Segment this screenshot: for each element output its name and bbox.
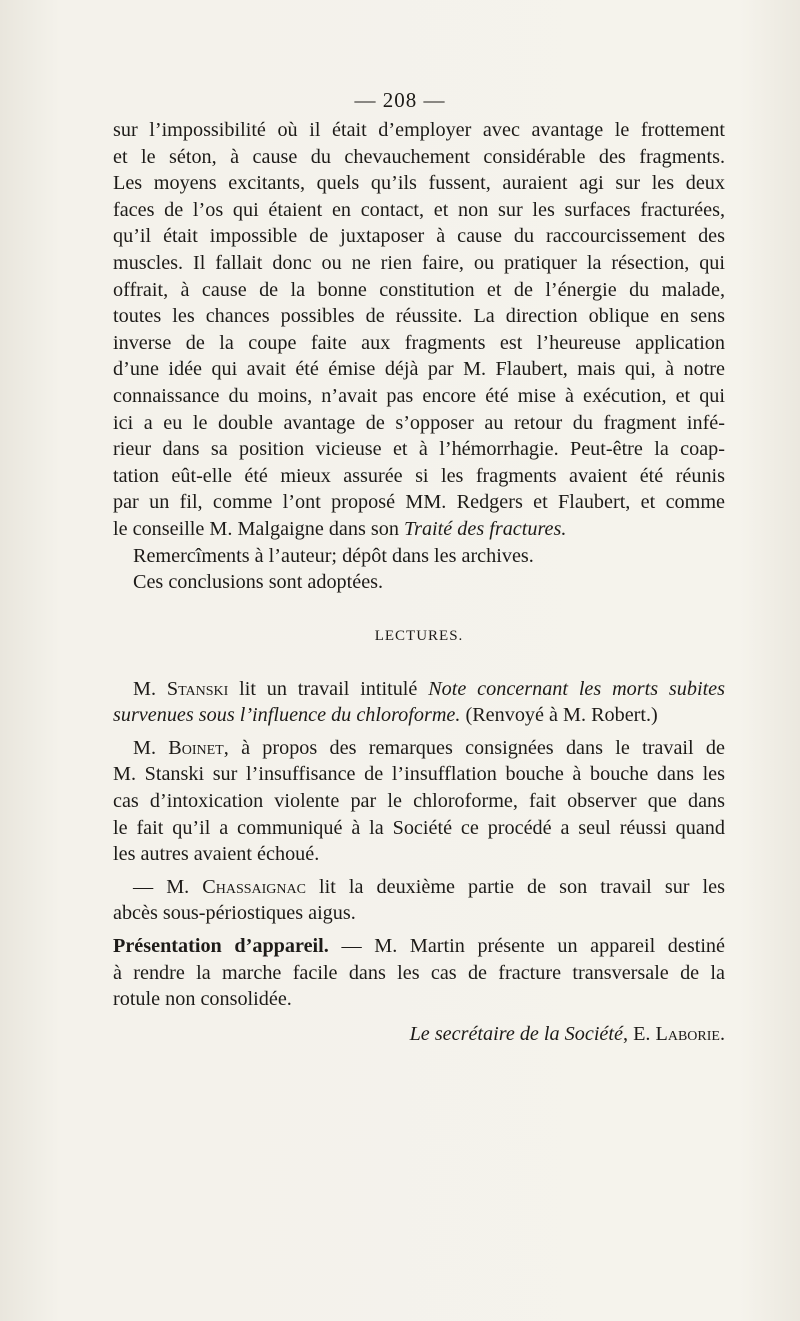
- text-line: rotule non consolidée.: [113, 988, 292, 1011]
- text-fragment: lit la deuxième partie de son travail sur les: [305, 875, 725, 898]
- text-line: [113, 702, 725, 729]
- signature-name: Laborie.: [655, 1022, 725, 1045]
- paragraph-boinet: [113, 735, 725, 868]
- text-line: [113, 874, 725, 901]
- text-line: par un fil, comme l’ont proposé MM. Redgers et Flaubert, et comme: [113, 491, 725, 514]
- text-line: [113, 933, 725, 960]
- text-line: faces de l’os qui étaient en contact, et non sur les surfaces fracturées,: [113, 198, 725, 221]
- text-line: abcès sous-périostiques aigus.: [113, 902, 356, 925]
- text-line: toutes les chances possibles de réussite. La direction oblique en sens: [113, 305, 725, 328]
- author-name: Boinet: [168, 736, 224, 759]
- text-fragment: le conseille M. Malgaigne dans son: [113, 517, 404, 540]
- text-line: muscles. Il fallait donc ou ne rien faire, ou pratiquer la résection, qui: [113, 251, 725, 274]
- text-line: ici a eu le double avantage de s’opposer au retour du fragment infé-: [113, 411, 725, 434]
- text-line: qu’il était impossible de juxtaposer à cause du raccourcissement des: [113, 225, 725, 248]
- text-line: M. Stanski sur l’insuffisance de l’insufflation bouche à bouche dans les: [113, 763, 725, 786]
- paragraph-conclusions: Ces conclusions sont adoptées.: [133, 571, 384, 594]
- text-fragment: — M.: [133, 875, 203, 898]
- text-fragment: — M. Martin présente un appareil destiné: [328, 935, 725, 958]
- paragraph-chassaignac: [113, 874, 725, 927]
- paragraph-report: [113, 117, 725, 543]
- book-title: Traité des fractures.: [403, 517, 567, 540]
- text-line: offrait, à cause de la bonne constitution et de l’énergie du malade,: [113, 278, 725, 301]
- text-fragment: , à propos des remarques consignées dans le travail de: [223, 736, 725, 759]
- author-name: Chassaignac: [202, 875, 306, 898]
- text-line: inverse de la coupe faite aux fragments est l’heureuse application: [113, 331, 725, 354]
- presentation-heading: Présentation d’appareil.: [113, 935, 329, 958]
- text-line: les autres avaient échoué.: [113, 843, 320, 866]
- text-line: cas d’intoxication violente par le chloroforme, fait observer que dans: [113, 790, 725, 813]
- section-heading-lectures: LECTURES.: [374, 627, 464, 644]
- text-fragment: lit un travail intitulé: [228, 677, 429, 700]
- signature-title: Le secrétaire de la Société: [409, 1022, 623, 1045]
- text-line: sur l’impossibilité où il était d’employer avec avantage le frottement: [113, 119, 725, 141]
- page-number: — 208 —: [354, 88, 446, 112]
- text-fragment: M.: [133, 677, 167, 700]
- paragraph-presentation: [113, 933, 725, 1013]
- text-line: le fait qu’il a communiqué à la Société ce procédé a seul réussi quand: [113, 816, 725, 839]
- text-line: [113, 735, 725, 762]
- author-name: Stanski: [166, 677, 229, 700]
- text-line: d’une idée qui avait été émise déjà par M. Flaubert, mais qui, à notre: [113, 358, 725, 381]
- work-title: Note concernant les morts subites: [428, 677, 725, 700]
- show-through-texture: [150, 1070, 710, 1154]
- text-line: [113, 516, 725, 543]
- paragraph-stanski: [113, 676, 725, 729]
- text-line: à rendre la marche facile dans les cas de fracture transversale de la: [113, 961, 725, 984]
- text-fragment: (Renvoyé à M. Robert.): [460, 704, 658, 727]
- work-title: survenues sous l’influence du chloroforme.: [113, 704, 461, 727]
- text-fragment: , E.: [622, 1022, 656, 1045]
- text-line: [113, 676, 725, 703]
- text-line: connaissance du moins, n’avait pas encore été mise à exécution, et qui: [113, 384, 725, 407]
- text-line: rieur dans sa position vicieuse et à l’hémorrhagie. Peut-être la coap-: [113, 438, 725, 461]
- text-line: et le séton, à cause du chevauchement considérable des fragments.: [113, 145, 725, 168]
- text-line: tation eût-elle été mieux assurée si les fragments avaient été réunis: [113, 464, 725, 487]
- text-line: Les moyens excitants, quels qu’ils fussent, auraient agi sur les deux: [113, 172, 725, 195]
- paragraph-thanks: Remercîments à l’auteur; dépôt dans les archives.: [133, 544, 534, 567]
- text-fragment: M.: [133, 736, 169, 759]
- signature: [113, 1021, 725, 1048]
- body-text: [113, 117, 725, 1047]
